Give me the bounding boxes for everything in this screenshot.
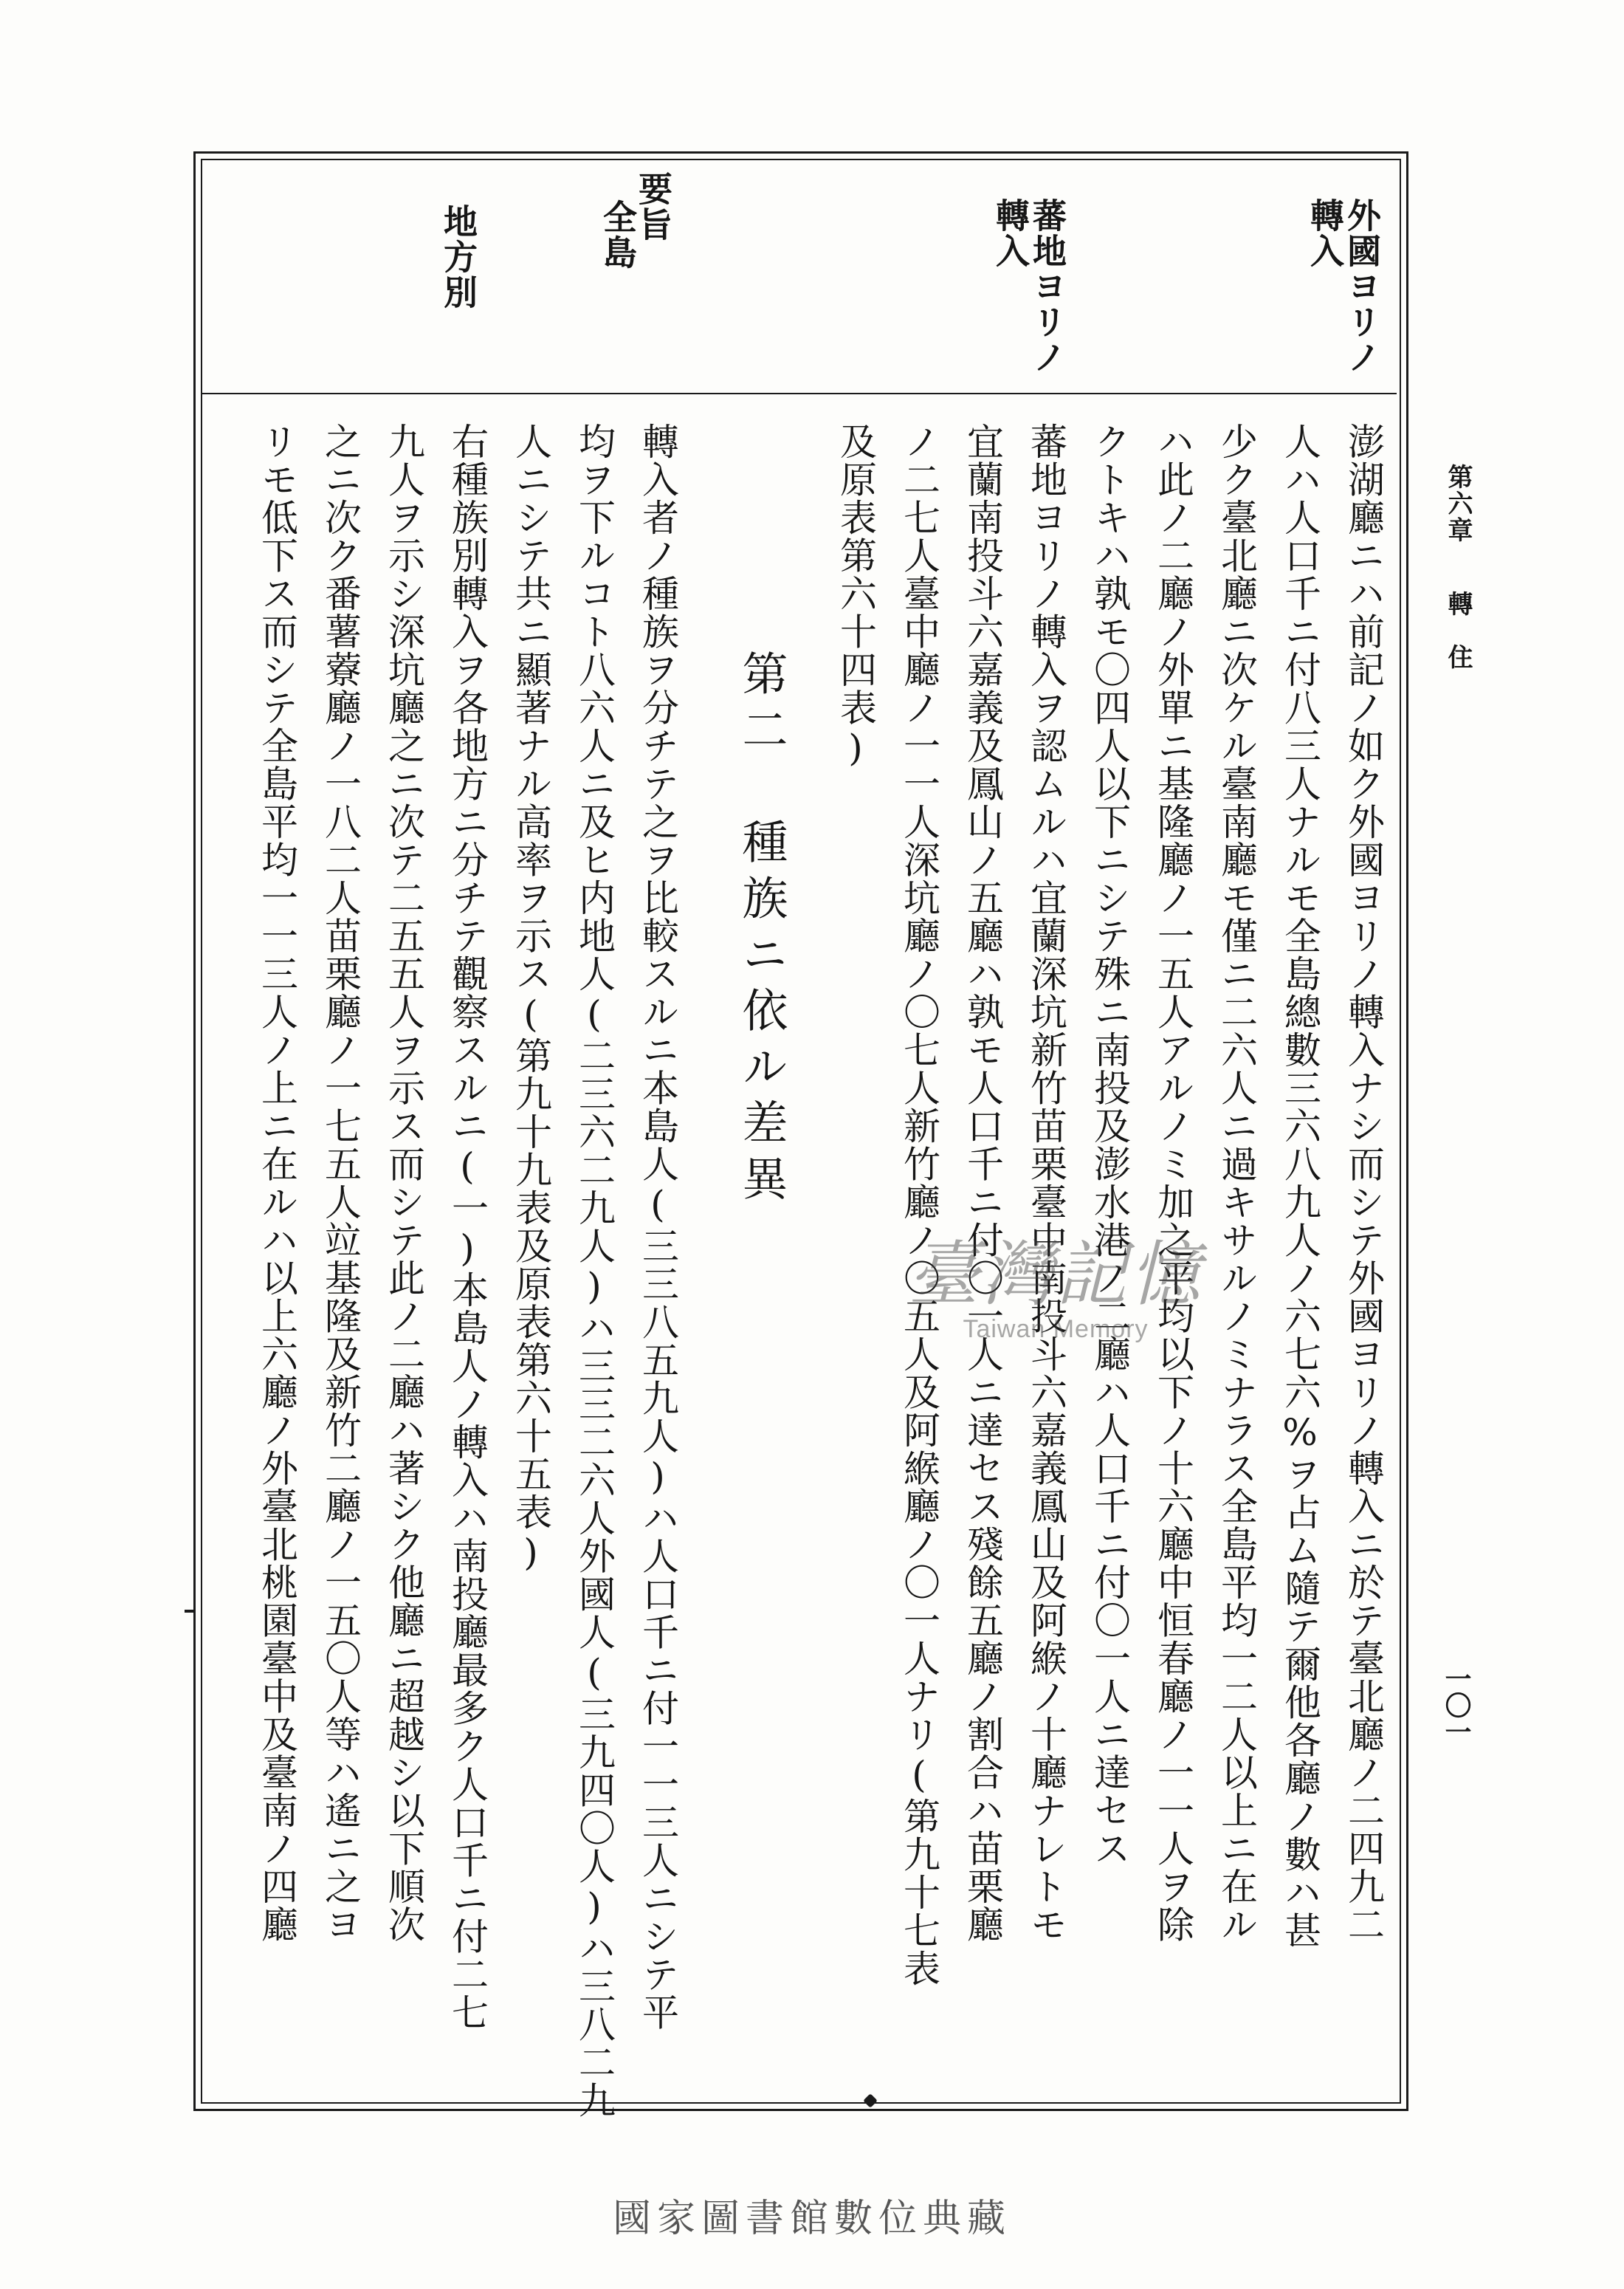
page-number: 一〇一: [1441, 1665, 1472, 1745]
body-line-9: 及原表第六十四表): [834, 422, 877, 771]
body-line-10: 轉入者ノ種族ヲ分チテ之ヲ比較スルニ本島人(三三八五九人)ハ人口千ニ付一一三人ニシテ平: [636, 422, 679, 2031]
body-line-5: クトキハ孰モ〇四人以下ニシテ殊ニ南投及澎水港ノ二廳ハ人口千ニ付〇一人ニ達セス: [1088, 422, 1131, 1867]
side-heading-foreign-line1: 外國ヨリノ: [1342, 198, 1382, 375]
body-line-6: 蕃地ヨリノ轉入ヲ認ムルハ宜蘭深坑新竹苗栗臺中南投斗六嘉義鳳山及阿緱ノ十廳ナレトモ: [1025, 422, 1067, 1943]
side-heading-regional: 地方別: [438, 204, 478, 310]
side-heading-gist-line2: 全島: [598, 199, 638, 270]
body-line-12: 人ニシテ共ニ顯著ナル高率ヲ示ス(第九十九表及原表第六十五表): [509, 422, 552, 1575]
body-line-2: 人ハ人口千ニ付八三人ナルモ全島總數三六八九人ノ六七六%ヲ占ム隨テ爾他各廳ノ數ハ甚: [1279, 422, 1321, 1949]
side-heading-gist-line1: 要旨: [633, 171, 673, 242]
body-line-16: リモ低下ス而シテ全島平均一一三人ノ上ニ在ルハ以上六廳ノ外臺北桃園臺中及臺南ノ四廳: [255, 422, 298, 1943]
watermark-english: Taiwan Memory: [963, 1315, 1149, 1343]
body-line-3: 少ク臺北廳ニ次ケル臺南廳モ僅ニ二六人ニ過キサルノミナラス全島平均一二人以上ニ在ル: [1215, 422, 1258, 1943]
section-heading: 第二 種族ニ依ル差異: [734, 650, 788, 1211]
running-header-chapter: 第六章: [1443, 464, 1473, 543]
body-line-15: 之ニ次ク番薯藔廳ノ一八二人苗栗廳ノ一七五人竝基隆及新竹二廳ノ一五〇人等ハ遙ニ之ヨ: [319, 422, 362, 1943]
watermark-chinese: 臺灣記憶: [908, 1233, 1203, 1316]
side-heading-foreign-line2: 轉入: [1305, 198, 1345, 269]
body-line-7: 宜蘭南投斗六嘉義及鳳山ノ五廳ハ孰モ人口千ニ付〇一人ニ達セス殘餘五廳ノ割合ハ苗栗廳: [961, 422, 1004, 1943]
heading-divider: [201, 393, 1397, 394]
body-line-11: 均ヲ下ルコト八六人ニ及ヒ内地人(二三六二九人)ハ三三二六人外國人(三九四〇人)ハ三八二九: [573, 422, 616, 2119]
body-line-8: ノ二七人臺中廳ノ一一人深坑廳ノ〇七人新竹廳ノ〇五人及阿緱廳ノ〇一人ナリ(第九十七表: [898, 422, 940, 1988]
watermark: [797, 1218, 1314, 1344]
margin-tick-left: [185, 1610, 193, 1613]
footer-credit: 國家圖書館數位典藏: [612, 2197, 1011, 2241]
side-heading-aboriginal-line1: 蕃地ヨリノ: [1028, 198, 1067, 375]
body-line-4: ハ此ノ二廳ノ外單ニ基隆廳ノ一五人アルノミ加之平均以下ノ十六廳中恒春廳ノ一一人ヲ除: [1152, 422, 1194, 1943]
body-line-1: 澎湖廳ニハ前記ノ如ク外國ヨリノ轉入ナシ而シテ外國ヨリノ轉入ニ於テ臺北廳ノ二四九二: [1342, 422, 1385, 1943]
body-line-13: 右種族別轉入ヲ各地方ニ分チテ觀察スルニ(一)本島人ノ轉入ハ南投廳最多ク人口千ニ付二七: [446, 422, 489, 2031]
running-header-title: 轉 住: [1443, 591, 1473, 670]
side-heading-aboriginal-line2: 轉入: [991, 198, 1031, 269]
body-line-14: 九人ヲ示シ深坑廳之ニ次テ二五五人ヲ示ス而シテ此ノ二廳ハ著シク他廳ニ超越シ以下順次: [382, 422, 425, 1943]
